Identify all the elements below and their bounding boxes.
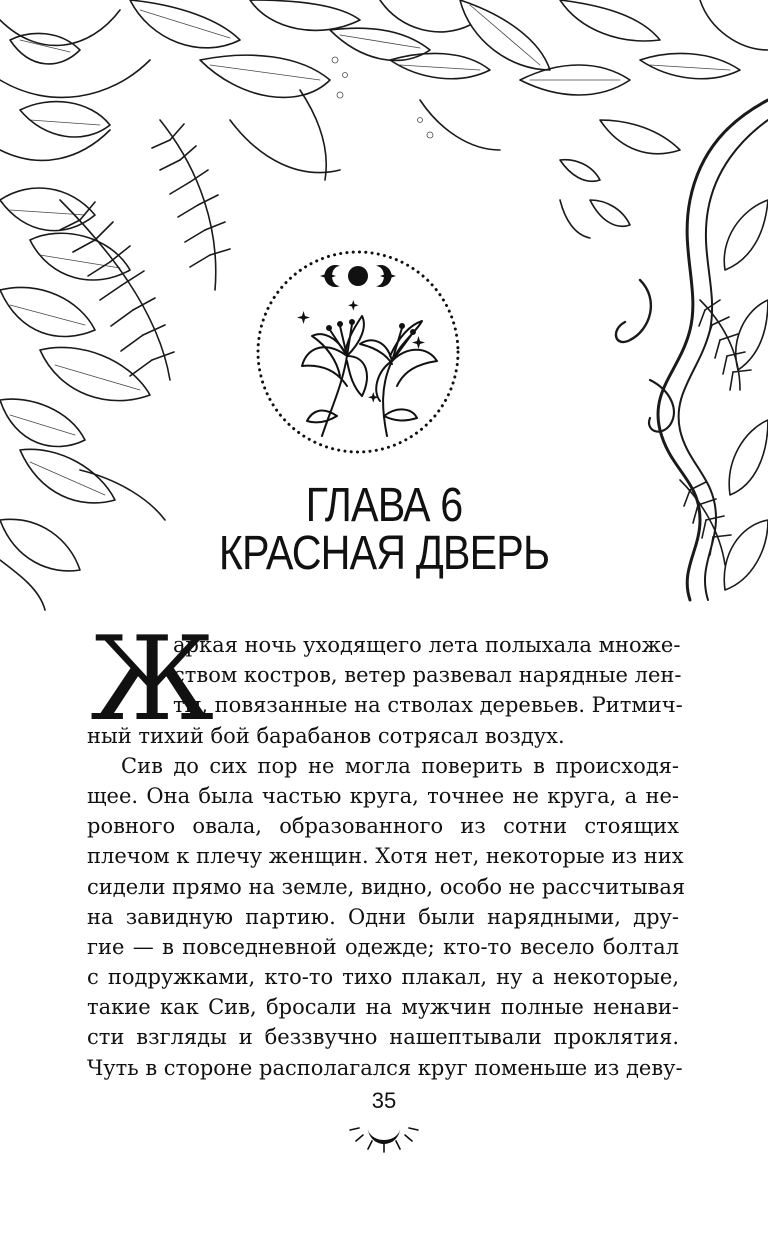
page-number: 35 xyxy=(371,1088,397,1113)
body-text xyxy=(87,612,686,1083)
text-line: Сив до сих пор не могла поверить в происходя- xyxy=(121,753,679,778)
chapter-title: КРАСНАЯ ДВЕРЬ xyxy=(218,527,550,580)
text-line: аркая ночь уходящего лета полыхала множе- xyxy=(173,633,681,657)
text-line: плечом к плечу женщин. Хотя нет, некоторые из них xyxy=(87,844,684,869)
text-line: ством костров, ветер развевал нарядные лен- xyxy=(173,663,682,688)
text-line: с подружками, кто-то тихо плакал, ну а некоторые, xyxy=(87,965,679,990)
text-line: гие — в повседневной одежде; кто-то весело болтал xyxy=(87,934,679,959)
text-line: ровного овала, образованного из сотни стоящих xyxy=(87,814,679,839)
text-line: ты, повязанные на стволах деревьев. Ритмич- xyxy=(173,693,683,718)
text-line: ный тихий бой барабанов сотрясал воздух. xyxy=(87,723,565,748)
text-line: щее. Она была частью круга, точнее не круга, а не- xyxy=(87,783,679,808)
chapter-number: ГЛАВА 6 xyxy=(305,479,463,532)
text-line: такие как Сив, бросали на мужчин полные ненави- xyxy=(87,995,679,1020)
text-line: Чуть в стороне располагался круг поменьше из деву- xyxy=(87,1055,683,1080)
text-line: сидели прямо на земле, видно, особо не рассчитывая xyxy=(87,874,686,899)
triple-moon-lily-emblem xyxy=(252,246,464,458)
drop-cap: Ж xyxy=(90,612,215,747)
text-line: сти взгляды и беззвучно нашептывали проклятия. xyxy=(87,1025,679,1050)
text-line: на завидную партию. Одни были нарядными, дру- xyxy=(87,904,679,929)
crescent-moon-icon xyxy=(332,1108,436,1154)
